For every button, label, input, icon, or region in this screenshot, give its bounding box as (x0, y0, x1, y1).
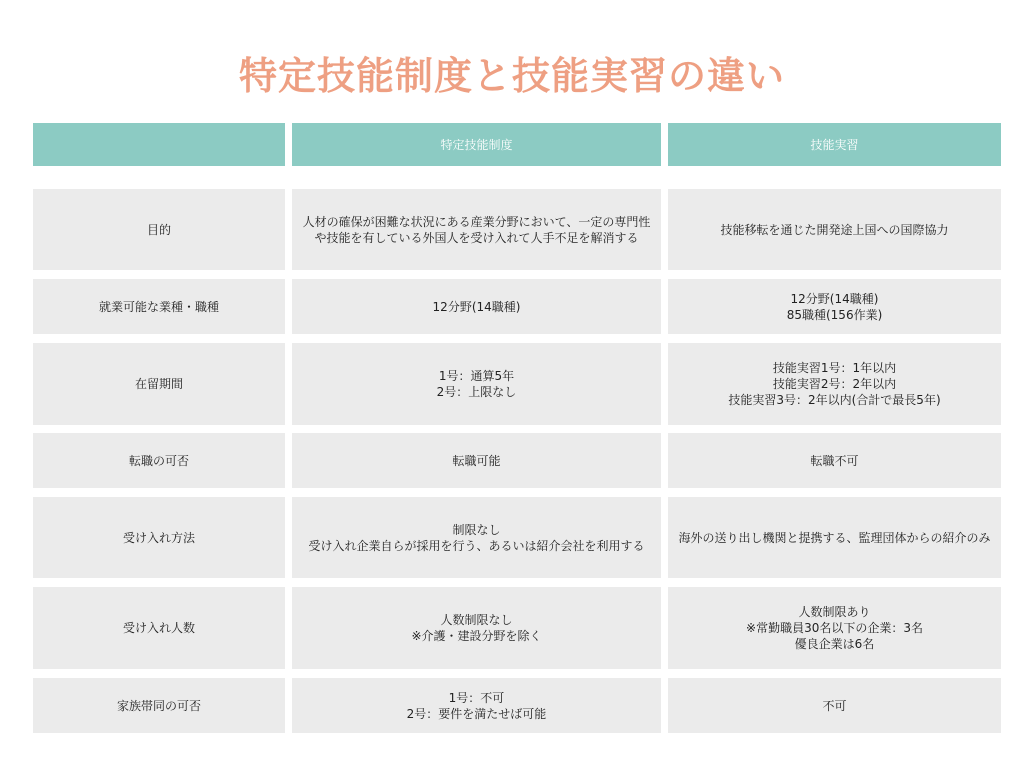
jisshu-cell (668, 433, 1001, 488)
cell-line: 技能実習1号：1年以内 (772, 361, 897, 375)
jisshu-cell (668, 279, 1001, 334)
cell-line: 12分野(14職種) (432, 299, 521, 314)
row-label: 受け入れ人数 (33, 587, 285, 669)
cell-line: 転職可能 (452, 453, 501, 468)
cell-line: 人材の確保が困難な状況にある産業分野において、一定の専門性 (302, 214, 651, 229)
row-label: 家族帯同の可否 (33, 678, 285, 733)
cell-lines (822, 698, 846, 714)
cell-lines (720, 222, 948, 238)
cell-lines (433, 299, 521, 315)
page-title: 特定技能制度と技能実習の違い (238, 54, 785, 98)
header-blank (33, 123, 285, 166)
cell-lines (728, 360, 940, 408)
cell-line: 12分野(14職種) (790, 291, 879, 306)
cell-lines (787, 291, 883, 323)
cell-line: 85職種(156作業) (786, 307, 883, 322)
cell-lines (411, 612, 541, 644)
jisshu-cell (668, 343, 1001, 425)
jisshu-cell (668, 587, 1001, 669)
cell-line: 人数制限なし (440, 613, 513, 627)
cell-lines (437, 368, 517, 400)
cell-lines (678, 530, 990, 546)
row-label: 転職の可否 (33, 433, 285, 488)
tokutei-cell (292, 497, 661, 578)
row-label: 就業可能な業種・職種 (33, 279, 285, 334)
cell-lines (303, 214, 651, 246)
tokutei-cell (292, 279, 661, 334)
cell-lines (452, 453, 500, 469)
cell-line: や技能を有している外国人を受け入れて人手不足を解消する (314, 230, 639, 245)
cell-line: 人数制限あり (798, 605, 871, 619)
cell-line: 1号：不可 (448, 690, 505, 705)
cell-line: 技能移転を通じた開発途上国への国際協力 (720, 222, 949, 237)
row-label: 受け入れ方法 (33, 497, 285, 578)
jisshu-cell (668, 678, 1001, 733)
cell-lines (810, 453, 858, 469)
cell-line: ※介護・建設分野を除く (411, 629, 542, 643)
jisshu-cell (668, 497, 1001, 578)
cell-lines (407, 690, 547, 722)
cell-lines (308, 522, 644, 554)
tokutei-cell (292, 678, 661, 733)
cell-lines (746, 604, 923, 652)
cell-line: 不可 (822, 698, 847, 713)
cell-line: 2号：上限なし (436, 385, 517, 399)
cell-line: 優良企業は6名 (794, 637, 875, 651)
cell-line: 受け入れ企業自らが採用を行う、あるいは紹介会社を利用する (308, 538, 645, 553)
cell-line: 制限なし (452, 522, 501, 537)
tokutei-cell (292, 343, 661, 425)
cell-line: 技能実習3号：2年以内(合計で最長5年) (728, 393, 941, 407)
cell-line: ※常勤職員30名以下の企業：3名 (746, 621, 923, 635)
cell-line: 2号：要件を満たせば可能 (406, 706, 547, 721)
cell-line: 海外の送り出し機関と提携する、監理団体からの紹介のみ (678, 530, 991, 545)
cell-line: 技能実習2号：2年以内 (772, 377, 897, 391)
cell-line: 1号：通算5年 (438, 369, 515, 383)
tokutei-cell (292, 587, 661, 669)
header-tokutei: 特定技能制度 (292, 123, 661, 166)
tokutei-cell (292, 433, 661, 488)
row-label: 目的 (33, 189, 285, 270)
header-jisshu: 技能実習 (668, 123, 1001, 166)
tokutei-cell (292, 189, 661, 270)
jisshu-cell (668, 189, 1001, 270)
row-label: 在留期間 (33, 343, 285, 425)
cell-line: 転職不可 (810, 453, 859, 468)
